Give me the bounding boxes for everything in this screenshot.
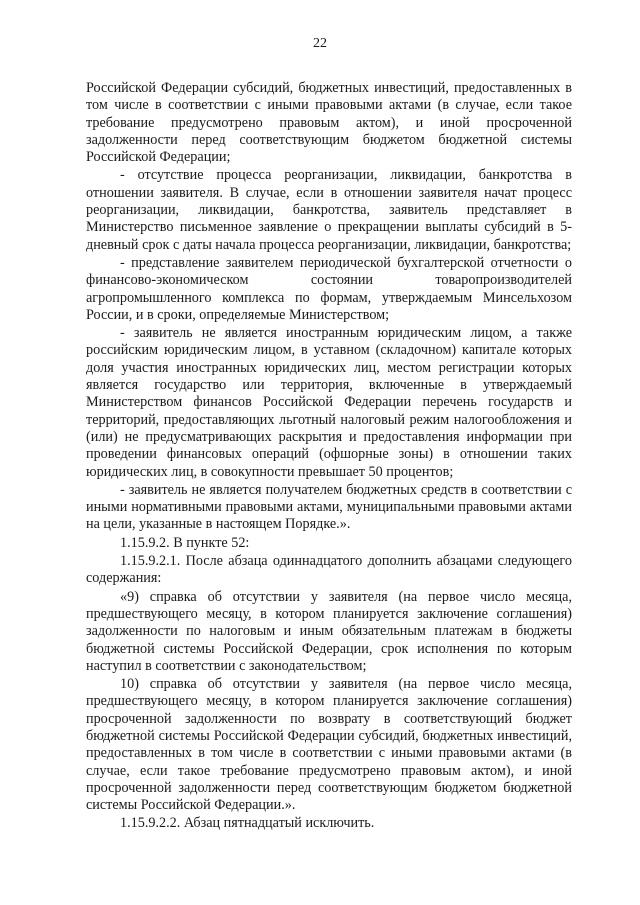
paragraph: - заявитель не является иностранным юридическим лицом, а также российским юридическим лицом, в уставном (складочном) капитале которых доля участия иностранных юридических лиц, местом регистрации которых является государство или территория, включенные в утверждаемый Министерством финансов Российской Федерации перечень государств и территорий, предоставляющих льготный налоговый режим налогообложения и (или) не предусматривающих раскрытия и предоставления информации при проведении финансовых операций (офшорные зоны) в отношении таких юридических лиц, в совокупности превышает 50 процентов; (86, 325, 572, 480)
paragraph: 1.15.9.2. В пункте 52: (120, 534, 250, 551)
paragraph: «9) справка об отсутствии у заявителя (на первое число месяца, предшествующего месяцу, в котором планируется заключение соглашения) задолженности по налоговым и иным обязательным платежам в бюджеты бюджетной системы Российской Федерации, срок исполнения по которым наступил в соответствии с законодательством; (86, 588, 572, 674)
paragraph: - заявитель не является получателем бюджетных средств в соответствии с иными нормативными правовыми актами, муниципальными правовыми актами на цели, указанные в настоящем Порядке.». (86, 481, 572, 533)
paragraph: 10) справка об отсутствии у заявителя (на первое число месяца, предшествующего месяцу, в котором планируется заключение соглашения) просроченной задолженности по возврату в соответствующий бюджет бюджетной системы Российской Федерации субсидий, бюджетных инвестиций, предоставленных в том числе в соответствии с иными правовыми актами (в случае, если такое требование предусмотрено правовым актом), и иной просроченной задолженности перед соответствующим бюджетом бюджетной системы Российской Федерации.». (86, 676, 572, 814)
paragraph: 1.15.9.2.1. После абзаца одиннадцатого дополнить абзацами следующего содержания: (86, 553, 572, 587)
paragraph: 1.15.9.2.2. Абзац пятнадцатый исключить. (120, 815, 375, 832)
paragraph: - отсутствие процесса реорганизации, ликвидации, банкротства в отношении заявителя. В случае, если в отношении заявителя начат процесс реорганизации, ликвидации, банкротства, заявитель представляет в Министерство письменное заявление о прекращении выплаты субсидий в 5-дневный срок с даты начала процесса реорганизации, ликвидации, банкротства; (86, 167, 572, 253)
paragraph: Российской Федерации субсидий, бюджетных инвестиций, предоставленных в том числе в соответствии с иными правовыми актами (в случае, если такое требование предусмотрено правовым актом), и иной просроченной задолженности перед соответствующим бюджетом бюджетной системы Российской Федерации; (86, 80, 572, 166)
document-body (86, 80, 572, 833)
paragraph: - представление заявителем периодической бухгалтерской отчетности о финансово-экономическом состоянии товаропроизводителей агропромышленного комплекса по формам, утверждаемым Минсельхозом России, и в сроки, определяемые Министерством; (86, 254, 572, 323)
page-number: 22 (313, 36, 327, 51)
